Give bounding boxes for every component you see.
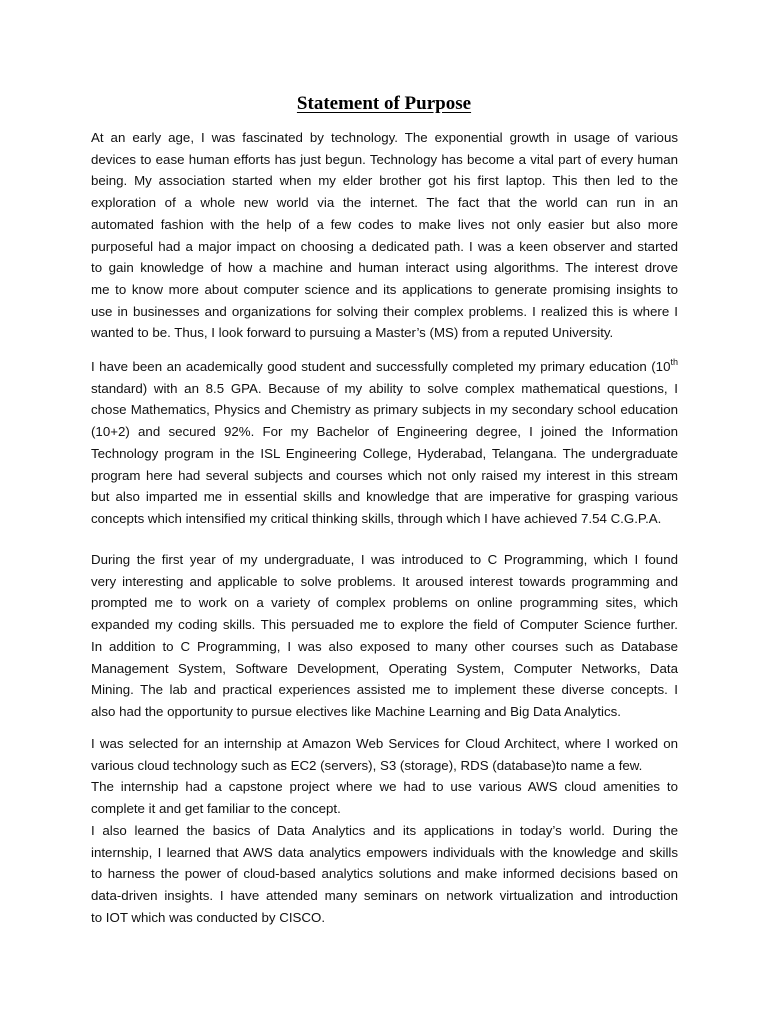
paragraph-line: (10+2) and secured 92%. For my Bachelor of Engineering degree, I joined the Information (91, 424, 678, 440)
paragraph-line: During the first year of my undergraduate, I was introduced to C Programming, which I found (91, 552, 678, 567)
paragraph-line: to harness the power of cloud-based analytics solutions and make informed decisions based on (91, 866, 678, 882)
paragraph-line: wanted to be. Thus, I look forward to pursuing a Master’s (MS) from a reputed University. (91, 325, 614, 341)
paragraph-line: Technology program in the ISL Engineering College, Hyderabad, Telangana. The undergraduate (91, 445, 678, 461)
paragraph-1 (91, 127, 678, 344)
paragraph-line: program here had several subjects and courses which not only raised my interest in this stream (91, 467, 678, 483)
paragraph-4 (91, 733, 678, 928)
paragraph-line: I also learned the basics of Data Analytics and its applications in today’s world. During the (91, 822, 678, 838)
paragraph-line: to IOT which was conducted by CISCO. (91, 909, 326, 925)
paragraph-line: Mining. The lab and practical experiences assisted me to implement these diverse concepts. I (91, 682, 678, 698)
paragraph-line: automated fashion with the help of a few codes to make lives not only easier but also more (91, 216, 678, 232)
paragraph-line: chose Mathematics, Physics and Chemistry as primary subjects in my secondary school education (91, 402, 678, 418)
line-text: I have been an academically good student and successfully completed my primary education (10 (91, 359, 671, 374)
paragraph-line: I was selected for an internship at Amazon Web Services for Cloud Architect, where I worked on (91, 736, 678, 751)
paragraph-line: very interesting and applicable to solve problems. It aroused interest towards programming and (91, 573, 678, 589)
paragraph-line: exploration of a whole new world via the internet. The fact that the world can run in an (91, 195, 678, 211)
superscript: th (670, 357, 678, 367)
paragraph-line: use in businesses and organizations for solving their complex problems. I realized this is where I (91, 303, 678, 319)
paragraph-line: me to know more about computer science and its applications to generate promising insights to (91, 281, 678, 297)
paragraph-line: concepts which intensified my critical thinking skills, through which I have achieved 7.54 C.G.P.A. (91, 510, 662, 526)
paragraph-line: purposeful had a major impact on choosing a dedicated path. I was a keen observer and started (91, 238, 678, 254)
paragraph-line: The internship had a capstone project where we had to use various AWS cloud amenities to (91, 779, 678, 795)
paragraph-line: various cloud technology such as EC2 (servers), S3 (storage), RDS (database)to name a few. (91, 757, 643, 773)
document-title (0, 92, 768, 116)
paragraph-line: Management System, Software Development, Operating System, Computer Networks, Data (91, 660, 678, 676)
paragraph-line: prompted me to work on a variety of complex problems on online programming sites, which (91, 595, 678, 611)
paragraph-line-with-superscript (91, 356, 678, 378)
paragraph-line: standard) with an 8.5 GPA. Because of my ability to solve complex mathematical questions, I (91, 380, 678, 396)
paragraph-2 (91, 356, 678, 530)
paragraph-line: but also imparted me in essential skills and knowledge that are imperative for grasping various (91, 489, 678, 505)
paragraph-line: devices to ease human efforts has just begun. Technology has become a vital part of every human (91, 151, 678, 167)
paragraph-line: In addition to C Programming, I was also exposed to many other courses such as Database (91, 638, 678, 654)
paragraph-line: complete it and get familiar to the concept. (91, 801, 341, 817)
paragraph-line: to gain knowledge of how a machine and human interact using algorithms. The interest drove (91, 260, 678, 276)
paragraph-line: At an early age, I was fascinated by technology. The exponential growth in usage of various (91, 130, 678, 145)
paragraph-line: being. My association started when my elder brother got his first laptop. This then led to the (91, 173, 678, 189)
paragraph-line: internship, I learned that AWS data analytics empowers individuals with the knowledge and skills (91, 844, 678, 860)
title-text: Statement of Purpose (296, 93, 472, 114)
paragraph-3 (91, 549, 678, 723)
paragraph-line: also had the opportunity to pursue electives like Machine Learning and Big Data Analytics. (91, 703, 621, 719)
paragraph-line: expanded my coding skills. This persuaded me to explore the field of Computer Science further. (91, 617, 678, 633)
paragraph-line: data-driven insights. I have attended many seminars on network virtualization and introduction (91, 887, 678, 903)
